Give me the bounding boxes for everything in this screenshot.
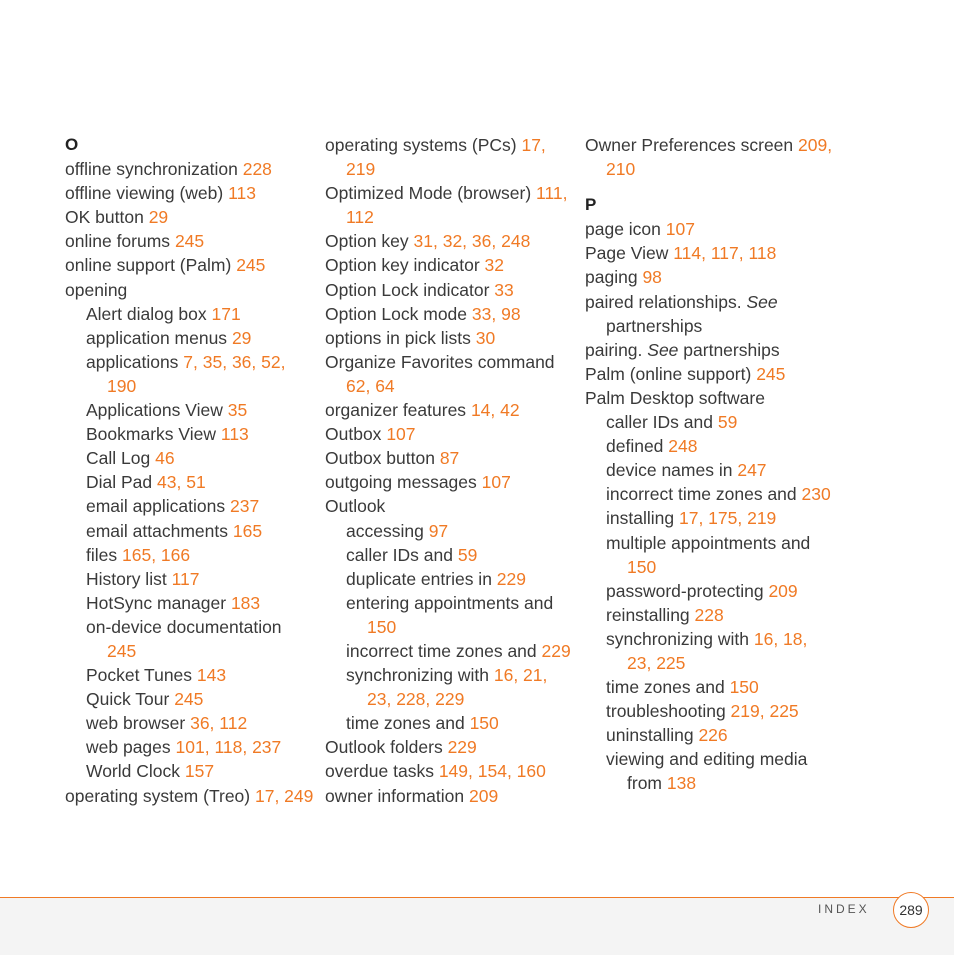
index-entry bbox=[325, 229, 575, 253]
entry-term: incorrect time zones and bbox=[606, 484, 797, 505]
page-reference-link[interactable]: 29 bbox=[231, 327, 252, 348]
entry-term: paired relationships. bbox=[585, 291, 742, 312]
entry-term: files bbox=[86, 544, 118, 565]
index-subentry bbox=[65, 446, 315, 470]
entry-term: opening bbox=[65, 279, 128, 300]
entry-term: World Clock bbox=[86, 761, 181, 782]
entry-term: application menus bbox=[86, 327, 228, 348]
see-target: partnerships bbox=[683, 339, 780, 360]
index-entry bbox=[65, 181, 315, 205]
entry-term: time zones and bbox=[606, 677, 725, 698]
index-subentry bbox=[65, 494, 315, 518]
entry-term: troubleshooting bbox=[606, 701, 726, 722]
entry-term: on-device documentation bbox=[86, 616, 282, 637]
page-reference-link[interactable]: 150 bbox=[367, 616, 397, 637]
page-reference-link[interactable]: 17, 175, 219 bbox=[678, 508, 777, 529]
page-reference-link[interactable]: 209 bbox=[768, 580, 798, 601]
entry-term: Pocket Tunes bbox=[86, 665, 193, 686]
entry-term: caller IDs and bbox=[606, 412, 713, 433]
entry-term: page icon bbox=[585, 219, 661, 240]
entry-term: Owner Preferences screen bbox=[585, 135, 794, 155]
page-reference-link[interactable]: 30 bbox=[475, 327, 496, 348]
index-entry bbox=[325, 302, 575, 326]
entry-term: synchronizing with bbox=[606, 628, 749, 649]
entry-term: organizer features bbox=[325, 400, 467, 421]
index-subentry bbox=[585, 723, 835, 747]
entry-term: operating system (Treo) bbox=[65, 785, 251, 806]
page-reference-link[interactable]: 33, 98 bbox=[471, 303, 521, 324]
entry-term: Option Lock indicator bbox=[325, 279, 490, 300]
entry-term: web pages bbox=[86, 737, 171, 758]
page-reference-link[interactable]: 247 bbox=[737, 460, 767, 481]
entry-term: web browser bbox=[86, 713, 186, 734]
index-entry bbox=[325, 278, 575, 302]
page-reference-link[interactable]: 248 bbox=[668, 436, 698, 457]
entry-term: Option key bbox=[325, 231, 409, 252]
page-reference-link[interactable]: 59 bbox=[457, 544, 478, 565]
footer-section-label: INDEX bbox=[818, 902, 870, 916]
index-subentry bbox=[65, 350, 315, 398]
page-reference-link[interactable]: 183 bbox=[230, 592, 261, 613]
entry-term: time zones and bbox=[346, 713, 465, 734]
entry-term: Alert dialog box bbox=[86, 303, 207, 324]
page-reference-link[interactable]: 31, 32, 36, 248 bbox=[413, 231, 531, 252]
entry-term: Applications View bbox=[86, 400, 223, 421]
index-section-letter: O bbox=[65, 135, 79, 154]
entry-term: OK button bbox=[65, 207, 144, 228]
index-entry bbox=[325, 133, 575, 181]
entry-term: HotSync manager bbox=[86, 592, 227, 613]
entry-term: owner information bbox=[325, 785, 465, 806]
entry-term: email attachments bbox=[86, 520, 229, 541]
page-reference-link[interactable]: 157 bbox=[184, 761, 215, 782]
page-reference-link[interactable]: 114, 117, 118 bbox=[673, 243, 777, 264]
index-entry bbox=[325, 784, 575, 808]
index-entry bbox=[325, 350, 575, 398]
page-reference-link[interactable]: 150 bbox=[469, 713, 499, 734]
index-subentry bbox=[65, 567, 315, 591]
entry-term: Palm (online support) bbox=[585, 363, 752, 384]
entry-term: applications bbox=[86, 351, 179, 372]
page-reference-link[interactable]: 62, 64 bbox=[346, 375, 395, 396]
page-reference-link[interactable]: 229 bbox=[496, 568, 526, 589]
index-subentry bbox=[585, 603, 835, 627]
entry-term: incorrect time zones and bbox=[346, 640, 537, 661]
page-reference-link[interactable]: 209, 210 bbox=[606, 135, 833, 180]
index-subentry bbox=[65, 470, 315, 494]
page-reference-link[interactable]: 7, 35, 36, 52, 190 bbox=[107, 351, 286, 396]
entry-term: Optimized Mode (browser) bbox=[325, 183, 532, 204]
entry-term: entering appointments and bbox=[346, 592, 554, 613]
entry-term: Outbox button bbox=[325, 448, 435, 469]
page-reference-link[interactable]: 226 bbox=[698, 725, 728, 746]
index-subentry bbox=[585, 410, 835, 434]
page-reference-link[interactable]: 245 bbox=[107, 640, 137, 661]
entry-term: device names in bbox=[606, 460, 733, 481]
index-subentry bbox=[585, 506, 835, 530]
index-entry bbox=[325, 422, 575, 446]
page-reference-link[interactable]: 97 bbox=[428, 520, 449, 541]
page-reference-link[interactable]: 98 bbox=[642, 267, 662, 288]
page-reference-link[interactable]: 165 bbox=[232, 520, 263, 541]
index-subentry bbox=[585, 675, 835, 699]
page-reference-link[interactable]: 107 bbox=[665, 219, 695, 240]
page-reference-link[interactable]: 87 bbox=[439, 448, 460, 469]
entry-term: online support (Palm) bbox=[65, 255, 232, 276]
page-reference-link[interactable]: 59 bbox=[717, 412, 738, 433]
index-subentry bbox=[65, 687, 315, 711]
entry-term: Outlook bbox=[325, 496, 386, 517]
page-reference-link[interactable]: 228 bbox=[242, 159, 272, 180]
index-subentry bbox=[65, 398, 315, 422]
page-reference-link[interactable]: 113 bbox=[228, 183, 257, 204]
page-reference-link[interactable]: 143 bbox=[196, 665, 227, 686]
index-entry bbox=[65, 229, 315, 253]
index-subentry bbox=[585, 434, 835, 458]
page-reference-link[interactable]: 245 bbox=[174, 231, 205, 252]
index-subentry bbox=[585, 531, 835, 579]
page-reference-link[interactable]: 16, 18, 23, 225 bbox=[627, 628, 808, 673]
entry-term: operating systems (PCs) bbox=[325, 135, 517, 155]
entry-term: synchronizing with bbox=[346, 665, 489, 686]
index-entry bbox=[325, 494, 575, 518]
index-subentry bbox=[325, 543, 575, 567]
page-reference-link[interactable]: 245 bbox=[174, 689, 204, 710]
index-subentry bbox=[65, 543, 315, 567]
index-entry bbox=[585, 290, 835, 338]
page-reference-link[interactable]: 245 bbox=[756, 363, 786, 384]
entry-term: History list bbox=[86, 568, 167, 589]
index-entry bbox=[325, 446, 575, 470]
index-entry bbox=[325, 398, 575, 422]
page-reference-link[interactable]: 17, 249 bbox=[254, 785, 314, 806]
page-reference-link[interactable]: 33 bbox=[494, 279, 514, 300]
index-entry bbox=[65, 253, 315, 277]
index-subentry bbox=[65, 663, 315, 687]
page-number: 289 bbox=[893, 892, 929, 928]
index-subentry bbox=[585, 699, 835, 723]
index-subentry bbox=[325, 591, 575, 639]
entry-term: password-protecting bbox=[606, 580, 764, 601]
index-column-1 bbox=[65, 133, 315, 808]
entry-term: offline viewing (web) bbox=[65, 183, 224, 204]
index-column-2 bbox=[325, 133, 575, 808]
index-entry bbox=[585, 338, 835, 362]
entry-term: Quick Tour bbox=[86, 689, 170, 710]
page-reference-link[interactable]: 35 bbox=[227, 400, 248, 421]
index-entry bbox=[325, 253, 575, 277]
see-target: partnerships bbox=[606, 315, 703, 336]
index-subentry bbox=[585, 579, 835, 603]
index-subentry bbox=[325, 567, 575, 591]
index-subentry bbox=[65, 422, 315, 446]
index-subentry bbox=[65, 326, 315, 350]
entry-term: outgoing messages bbox=[325, 472, 477, 493]
index-entry bbox=[65, 278, 315, 302]
page-reference-link[interactable]: 150 bbox=[729, 677, 759, 698]
entry-term: viewing and editing media from bbox=[606, 749, 808, 794]
page-reference-link[interactable]: 229 bbox=[541, 640, 571, 661]
page-reference-link[interactable]: 219, 225 bbox=[730, 701, 799, 722]
entry-term: pairing. bbox=[585, 339, 643, 360]
index-subentry bbox=[325, 519, 575, 543]
index-entry bbox=[325, 759, 575, 783]
page-reference-link[interactable]: 228 bbox=[694, 604, 724, 625]
page-reference-link[interactable]: 171 bbox=[211, 303, 241, 324]
page-reference-link[interactable]: 101, 118, 237 bbox=[175, 737, 282, 758]
page-reference-link[interactable]: 245 bbox=[236, 255, 266, 276]
entry-term: Outbox bbox=[325, 424, 382, 445]
page-reference-link[interactable]: 46 bbox=[155, 448, 175, 469]
footer-bar bbox=[0, 897, 954, 955]
entry-term: overdue tasks bbox=[325, 761, 434, 782]
index-entry bbox=[585, 265, 835, 289]
entry-term: caller IDs and bbox=[346, 544, 453, 565]
page-reference-link[interactable]: 29 bbox=[148, 207, 169, 228]
entry-term: Option key indicator bbox=[325, 255, 480, 276]
index-section-letter: P bbox=[585, 195, 597, 215]
index-entry bbox=[325, 735, 575, 759]
page-reference-link[interactable]: 229 bbox=[447, 737, 477, 758]
index-subentry bbox=[65, 519, 315, 543]
entry-term: Organize Favorites command bbox=[325, 351, 555, 372]
page-reference-link[interactable]: 150 bbox=[627, 556, 657, 577]
index-entry bbox=[65, 205, 315, 229]
entry-term: installing bbox=[606, 508, 675, 529]
index-subentry bbox=[65, 711, 315, 735]
index-entry bbox=[585, 386, 835, 410]
index-column-3 bbox=[585, 133, 835, 796]
entry-term: Call Log bbox=[86, 448, 151, 469]
index-entry bbox=[585, 362, 835, 386]
entry-term: Outlook folders bbox=[325, 737, 443, 758]
index-subentry bbox=[65, 615, 315, 663]
index-subentry bbox=[325, 639, 575, 663]
page-reference-link[interactable]: 14, 42 bbox=[470, 400, 520, 421]
page-reference-link[interactable]: 43, 51 bbox=[157, 472, 206, 493]
page-reference-link[interactable]: 117 bbox=[171, 568, 200, 589]
index-subentry bbox=[585, 482, 835, 506]
entry-term: paging bbox=[585, 267, 638, 288]
page-reference-link[interactable]: 107 bbox=[481, 472, 511, 493]
index-subentry bbox=[325, 711, 575, 735]
page-reference-link[interactable]: 32 bbox=[484, 255, 505, 276]
entry-term: offline synchronization bbox=[65, 159, 238, 180]
index-subentry bbox=[325, 663, 575, 711]
entry-term: duplicate entries in bbox=[346, 568, 492, 589]
page-reference-link[interactable]: 17, 219 bbox=[346, 135, 546, 180]
page-reference-link[interactable]: 113 bbox=[220, 424, 249, 445]
entry-term: defined bbox=[606, 436, 664, 457]
entry-term: Option Lock mode bbox=[325, 303, 468, 324]
page-reference-link[interactable]: 237 bbox=[229, 496, 260, 517]
index-entry bbox=[325, 181, 575, 229]
entry-term: Palm Desktop software bbox=[585, 387, 765, 408]
entry-term: Bookmarks View bbox=[86, 424, 217, 445]
index-entry bbox=[585, 217, 835, 241]
page-reference-link[interactable]: 165, 166 bbox=[122, 544, 191, 565]
entry-term: reinstalling bbox=[606, 604, 690, 625]
index-subentry bbox=[65, 591, 315, 615]
entry-term: options in pick lists bbox=[325, 327, 471, 348]
page-reference-link[interactable]: 16, 21, 23, 228, 229 bbox=[367, 665, 548, 710]
see-reference: See bbox=[746, 291, 778, 312]
section-gap bbox=[585, 181, 835, 193]
page-reference-link[interactable]: 209 bbox=[468, 785, 499, 806]
index-subentry bbox=[65, 302, 315, 326]
entry-term: multiple appointments and bbox=[606, 532, 811, 553]
entry-term: uninstalling bbox=[606, 725, 694, 746]
entry-term: Dial Pad bbox=[86, 472, 153, 493]
index-subentry bbox=[585, 458, 835, 482]
entry-term: online forums bbox=[65, 231, 171, 252]
index-subentry bbox=[65, 735, 315, 759]
page-reference-link[interactable]: 230 bbox=[801, 484, 831, 505]
index-subentry bbox=[585, 627, 835, 675]
index-entry bbox=[65, 157, 315, 181]
entry-term: accessing bbox=[346, 520, 424, 541]
index-entry bbox=[585, 133, 835, 181]
page-reference-link[interactable]: 111, 112 bbox=[346, 183, 568, 228]
page-reference-link[interactable]: 107 bbox=[386, 424, 416, 445]
entry-term: email applications bbox=[86, 496, 226, 517]
index-entry bbox=[585, 241, 835, 265]
index-subentry bbox=[65, 759, 315, 783]
page-reference-link[interactable]: 36, 112 bbox=[190, 713, 248, 734]
entry-term: Page View bbox=[585, 243, 669, 264]
index-entry bbox=[65, 784, 315, 808]
see-reference: See bbox=[647, 339, 679, 360]
page-reference-link[interactable]: 149, 154, 160 bbox=[438, 761, 546, 782]
index-subentry bbox=[585, 747, 835, 795]
index-entry bbox=[325, 470, 575, 494]
page-reference-link[interactable]: 138 bbox=[666, 773, 697, 794]
index-entry bbox=[325, 326, 575, 350]
